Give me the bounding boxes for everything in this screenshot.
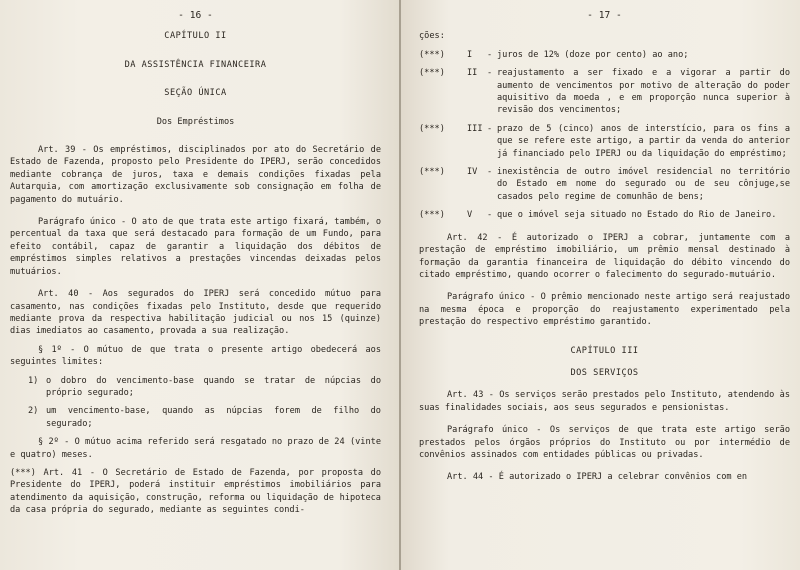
revision-mark: (***) [419, 210, 445, 221]
item-text: o dobro do vencimento-base quando se tratar de núpcias do próprio segurado; [46, 375, 381, 398]
article-39: Art. 39 - Os empréstimos, disciplinados por ato do Secretário de Estado de Fazenda, proposto pelo Presidente do IPERJ, serão concedidos mediante cobrança de juros, taxa e demais condições fixadas pela Autarquia, com amortização exclusivamente sob consignação em folha de pagamento do mutuário. [10, 145, 381, 205]
condition-item: (***) II - reajustamento a ser fixado e a vigorar a partir do aumento de vencimentos por motivo de alteração do poder aquisitivo da moeda , e em proporção nunca superior à revisão dos vencimentos; [419, 68, 790, 116]
item-label: 2) [28, 406, 39, 417]
page-number: - 17 - [587, 10, 622, 21]
item-text: um vencimento-base, quando as núpcias forem de filho do segurado; [46, 406, 381, 429]
chapter-title: DOS SERVIÇOS [570, 367, 639, 378]
section-heading: SEÇÃO ÚNICA [164, 88, 227, 99]
subsection-heading: Dos Empréstimos [156, 116, 235, 127]
article-40-paragraph-1: § 1º - O mútuo de que trata o presente artigo obedecerá aos seguintes limites: [10, 344, 381, 368]
article-43: Art. 43 - Os serviços serão prestados pelo Instituto, atendendo às suas finalidades sociais, aos seus segurados e pensionistas. [419, 390, 790, 413]
condition-item: (***) V - que o imóvel seja situado no Estado do Rio de Janeiro. [419, 209, 790, 221]
article-42: Art. 42 - É autorizado o IPERJ a cobrar, juntamente com a prestação de empréstimo imobiliário, um prêmio mensal destinado à formação da garantia financeira de liquidação do débito vincendo do citado empréstimo, quando ocorrer o falecimento do segurado-mutuário. [419, 232, 790, 280]
article-40-paragraph-2: § 2º - O mútuo acima referido será resgatado no prazo de 24 (vinte e quatro) meses. [10, 437, 381, 460]
roman-numeral: IV [467, 167, 478, 178]
revision-mark: (***) [419, 167, 445, 178]
continuation-text: ções: [419, 31, 445, 42]
roman-numeral: I [467, 49, 473, 60]
article-40-item-1 [10, 375, 381, 400]
condition-item: (***) I - juros de 12% (doze por cento) ao ano; [419, 49, 790, 61]
article-39-paragraph: Parágrafo único - O ato de que trata este artigo fixará, também, o percentual da taxa que será destacado para formação de um Fundo, para efeito contábil, capaz de garantir a liquidação dos débitos de empréstimos simples relativos a prestações vincendas deixadas pelos mutuários. [10, 217, 381, 277]
chapter-heading: CAPÍTULO III [570, 345, 639, 356]
article-42-paragraph: Parágrafo único - O prêmio mencionado neste artigo será reajustado na mesma época e proporção do reajustamento experimentado pela prestação do respectivo empréstimo garantido. [419, 292, 790, 328]
article-41-text: Art. 41 - O Secretário de Estado de Fazenda, por proposta do Presidente do IPERJ, poderá instituir empréstimos imobiliários para atendimento da aquisição, construção, reforma ou liquidação de hipoteca da casa própria do segurado, mediante as seguintes condi- [10, 467, 381, 516]
chapter-title: DA ASSISTÊNCIA FINANCEIRA [124, 59, 267, 70]
revision-mark: (***) [419, 123, 445, 134]
revision-mark: (***) [10, 467, 36, 478]
revision-mark: (***) [419, 68, 445, 79]
article-40-item-2 [10, 405, 381, 430]
article-40: Art. 40 - Aos segurados do IPERJ será concedido mútuo para casamento, nas condições fixadas pelo Instituto, desde que requerido mediante prova da respectiva habilitação judicial ou nos 15 (quinze) dias imediatos ao casamento, provada a sua realização. [10, 289, 381, 337]
article-43-paragraph: Parágrafo único - Os serviços de que trata este artigo serão prestados pelos órgãos próprios do Instituto ou por intermédio de convênios assinados com entidades públicas ou privadas. [419, 425, 790, 460]
condition-text: inexistência de outro imóvel residencial no território do Estado em nome do segurado ou de seu cônjuge,se casados pelo regime de comunhão de bens; [497, 167, 790, 202]
page-16 [0, 0, 399, 570]
condition-item: (***) IV - inexistência de outro imóvel residencial no território do Estado em nome do segurado ou de seu cônjuge,se casados pelo regime de comunhão de bens; [419, 167, 790, 202]
page-number: - 16 - [178, 10, 213, 21]
condition-text: juros de 12% (doze por cento) ao ano; [497, 49, 689, 60]
article-41 [10, 467, 381, 517]
page-17 [401, 0, 800, 570]
roman-numeral: III [467, 123, 483, 134]
condition-text: que o imóvel seja situado no Estado do Rio de Janeiro. [497, 210, 777, 221]
condition-text: reajustamento a ser fixado e a vigorar a partir do aumento de vencimentos por motivo de alteração do poder aquisitivo da moeda , e em proporção nunca superior à revisão dos vencimentos; [497, 68, 790, 116]
article-44: Art. 44 - É autorizado o IPERJ a celebrar convênios com en [447, 472, 748, 483]
condition-text: prazo de 5 (cinco) anos de interstício, para os fins a que se refere este artigo, a partir da venda do anterior já financiado pelo IPERJ ou da liquidação do empréstimo; [497, 123, 790, 159]
roman-numeral: V [467, 210, 473, 221]
roman-numeral: II [467, 68, 478, 79]
condition-item: (***) III - prazo de 5 (cinco) anos de interstício, para os fins a que se refere este artigo, a partir da venda do anterior já financiado pelo IPERJ ou da liquidação do empréstimo; [419, 123, 790, 159]
revision-mark: (***) [419, 49, 445, 60]
item-label: 1) [28, 375, 39, 386]
chapter-heading: CAPÍTULO II [164, 31, 227, 42]
